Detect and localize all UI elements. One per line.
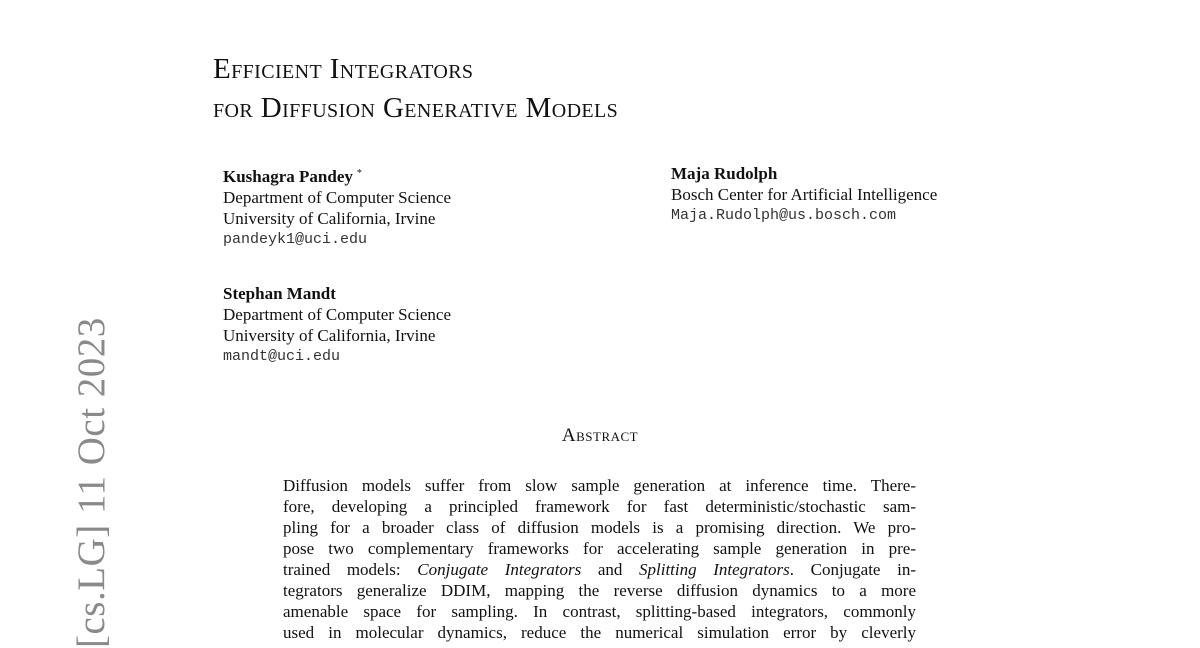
abstract-line: amenable space for sampling. In contrast, splitting-based integrators, commonly (283, 602, 916, 621)
splitting-integrators-term: Splitting Integrators (639, 560, 790, 579)
abstract-line: fore, developing a principled framework for fast deterministic/stochastic sam- (283, 497, 916, 516)
author-email[interactable]: Maja.Rudolph@us.bosch.com (671, 207, 897, 224)
abstract-line: used in molecular dynamics, reduce the numerical simulation error by cleverly (283, 623, 916, 642)
author-department: Department of Computer Science (223, 188, 452, 207)
conjugate-integrators-term: Conjugate Integrators (417, 560, 582, 579)
author-block-2 (671, 163, 937, 226)
footnote-mark: * (356, 168, 362, 179)
author-block-1 (223, 163, 451, 250)
author-department: Department of Computer Science (223, 305, 452, 324)
author-department: Bosch Center for Artificial Intelligence (671, 185, 938, 204)
abstract-line: Diffusion models suffer from slow sample generation at inference time. There- (283, 476, 916, 495)
author-institution: University of California, Irvine (223, 209, 436, 228)
author-block-3 (223, 283, 451, 367)
arxiv-stamp (27, 312, 113, 648)
title-line-2: for Diffusion Generative Models (213, 92, 619, 124)
abstract-line: tegrators generalize DDIM, mapping the reverse diffusion dynamics to a more (283, 581, 916, 600)
abstract-line: pling for a broader class of diffusion models is a promising direction. We pro- (283, 518, 916, 537)
abstract-line: pose two complementary frameworks for accelerating sample generation in pre- (283, 539, 916, 558)
author-email[interactable]: mandt@uci.edu (223, 348, 341, 365)
author-email[interactable]: pandeyk1@uci.edu (223, 231, 368, 248)
arxiv-stamp-text: [cs.LG] 11 Oct 2023 (70, 317, 113, 648)
author-institution: University of California, Irvine (223, 326, 436, 345)
author-name: Kushagra Pandey * (223, 167, 362, 186)
abstract-line: trained models: Conjugate Integrators and Splitting Integrators. Conjugate in- (283, 560, 916, 579)
title-line-1: Efficient Integrators (213, 53, 474, 85)
paper-title (213, 50, 618, 128)
abstract-heading: Abstract (561, 425, 639, 446)
author-name: Maja Rudolph (671, 164, 778, 183)
abstract-body (283, 475, 916, 643)
author-name: Stephan Mandt (223, 284, 336, 303)
